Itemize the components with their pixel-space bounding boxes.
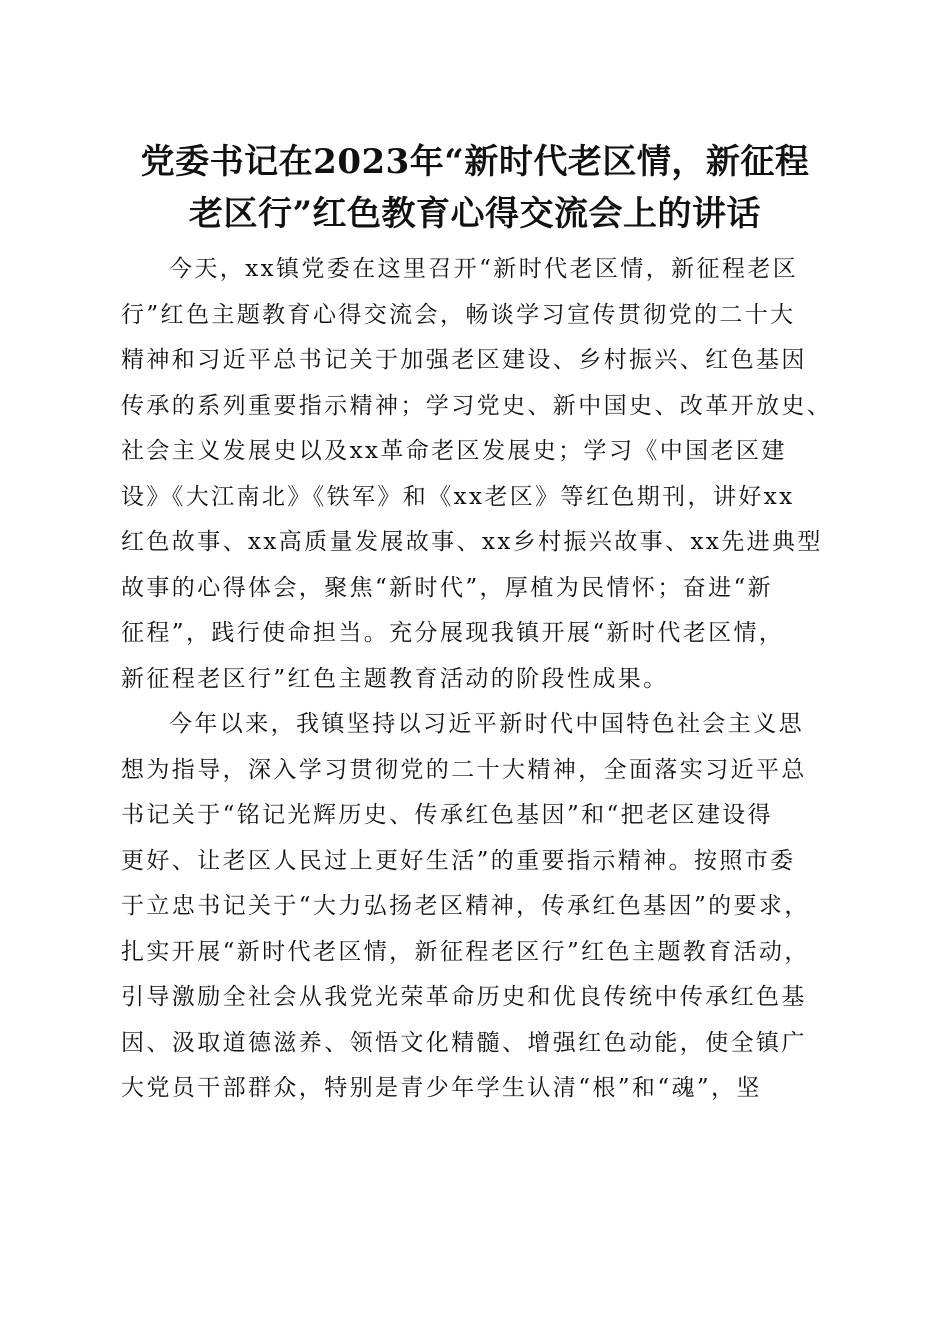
document-title — [110, 136, 840, 240]
paragraph-line: 传承的系列重要指示精神；学习党史、新中国史、改革开放史、 — [121, 392, 833, 419]
paragraph-line: 想为指导，深入学习贯彻党的二十大精神，全面落实习近平总 — [121, 756, 807, 783]
paragraph-line: 故事的心得体会，聚焦“新时代”，厚植为民情怀；奋进“新 — [121, 574, 774, 601]
paragraph-line: 精神和习近平总书记关于加强老区建设、乡村振兴、红色基因 — [121, 347, 807, 373]
paragraph-line: 大党员干部群众，特别是青少年学生认清“根”和“魂”，坚 — [121, 1075, 762, 1101]
paragraph-line: 今天，xx镇党委在这里召开“新时代老区情，新征程老区 — [169, 256, 799, 282]
paragraph-1 — [121, 247, 832, 702]
paragraph-line: 引导激励全社会从我党光荣革命历史和优良传统中传承红色基 — [121, 984, 807, 1010]
paragraph-line: 红色故事、xx高质量发展故事、xx乡村振兴故事、xx先进典型 — [121, 529, 823, 555]
paragraph-2 — [121, 702, 832, 1112]
paragraph-line: 新征程老区行”红色主题教育活动的阶段性成果。 — [121, 665, 669, 692]
paragraph-line: 社会主义发展史以及xx革命老区发展史；学习《中国老区建 — [121, 438, 787, 464]
paragraph-line: 因、汲取道德滋养、领悟文化精髓、增强红色动能，使全镇广 — [121, 1029, 807, 1056]
paragraph-line: 征程”，践行使命担当。充分展现我镇开展“新时代老区情， — [121, 620, 785, 646]
paragraph-line: 于立忠书记关于“大力弘扬老区精神，传承红色基因”的要求， — [121, 893, 810, 919]
paragraph-line: 今年以来，我镇坚持以习近平新时代中国特色社会主义思 — [169, 711, 804, 737]
paragraph-line: 书记关于“铭记光辉历史、传承红色基因”和“把老区建设得 — [121, 802, 774, 828]
title-line-2: 老区行”红色教育心得交流会上的讲话 — [188, 194, 762, 234]
title-line-1: 党委书记在2023年“新时代老区情，新征程 — [140, 142, 810, 182]
paragraph-line: 更好、让老区人民过上更好生活”的重要指示精神。按照市委 — [121, 847, 796, 874]
paragraph-line: 行”红色主题教育心得交流会，畅谈学习宣传贯彻党的二十大 — [121, 301, 796, 328]
paragraph-line: 设》《大江南北》《铁军》和《xx老区》等红色期刊，讲好xx — [121, 483, 795, 510]
document-body — [121, 247, 832, 1112]
paragraph-line: 扎实开展“新时代老区情，新征程老区行”红色主题教育活动， — [121, 938, 810, 965]
